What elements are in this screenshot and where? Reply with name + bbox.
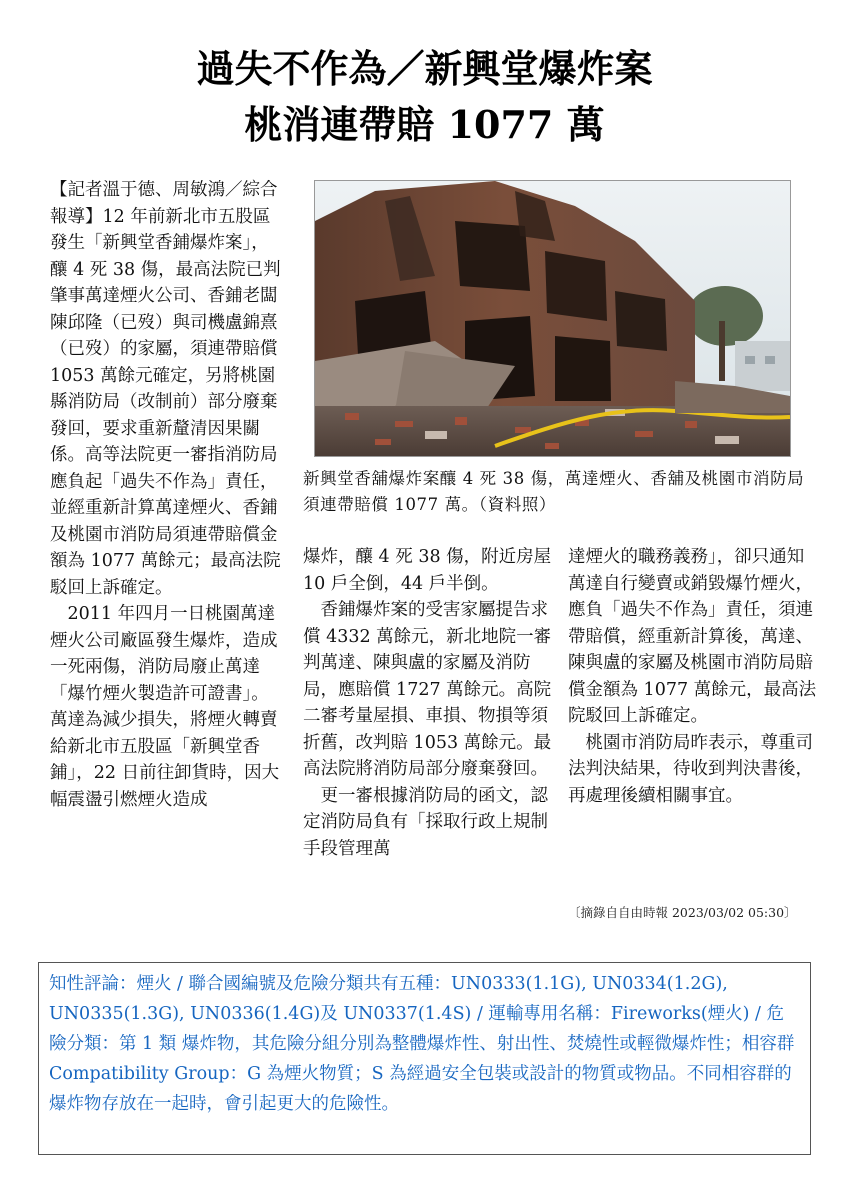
knowledge-box: 知性評論：煙火 / 聯合國編號及危險分類共有五種：UN0333(1.1G), UN0334(1.2G), UN0335(1.3G), UN0336(1.4G)及 UN0337(1.4S) / 運輸專用名稱：Fireworks(煙火) / 危險分類：第 1 類 爆炸物，其危險分組分別為整體爆炸性、射出性、焚燒性或輕微爆炸性；相容群 Compatibility Group：G 為煙火物質；S 為經過安全包裝或設計的物質或物品。不同相容群的爆炸物存放在一起時，會引起更大的危險性。	[38, 962, 811, 1155]
burnt-building-photo	[314, 180, 791, 457]
article-paragraph: 【記者溫于德、周敏鴻／綜合報導】12 年前新北市五股區發生「新興堂香鋪爆炸案」，釀 4 死 38 傷，最高法院已判肇事萬達煙火公司、香鋪老闆陳邱隆（已歿）與司機盧錦熹（已歿）的家屬，須連帶賠償 1053 萬餘元確定，另將桃園縣消防局（改制前）部分廢棄發回，要求重新釐清因果關係。高等法院更一審指消防局應負起「過失不作為」責任，並經重新計算萬達煙火、香鋪及桃園市消防局須連帶賠償金額為 1077 萬餘元；最高法院駁回上訴確定。	[50, 180, 281, 598]
article-paragraph: 香鋪爆炸案的受害家屬提告求償 4332 萬餘元，新北地院一審判萬達、陳與盧的家屬及消防局，應賠償 1727 萬餘元。高院二審考量屋損、車損、物損等須折舊，改判賠 1053 萬餘元。最高法院將消防局部分廢棄發回。	[303, 600, 552, 779]
article-paragraph: 達煙火的職務義務」，卻只通知萬達自行變賣或銷毀爆竹煙火，應負「過失不作為」責任，須連帶賠償，經重新計算後，萬達、陳與盧的家屬及桃園市消防局賠償金額為 1077 萬餘元，最高法院駁回上訴確定。	[568, 547, 817, 726]
source-citation: 〔摘錄自自由時報 2023/03/02 05:30〕	[568, 905, 797, 920]
article-column-3	[568, 544, 818, 809]
headline-line2-amount: 1077	[447, 102, 554, 147]
article-paragraph: 更一審根據消防局的函文，認定消防局負有「採取行政上規制手段管理萬	[303, 785, 548, 859]
article-column-2	[303, 544, 557, 862]
article-column-1	[50, 177, 282, 813]
headline-line2-unit: 萬	[566, 103, 605, 147]
headline-line2	[0, 100, 849, 150]
headline-line2-text: 桃消連帶賠	[244, 103, 435, 147]
article-paragraph: 2011 年四月一日桃園萬達煙火公司廠區發生爆炸，造成一死兩傷，消防局廢止萬達「爆竹煙火製造許可證書」。萬達為減少損失，將煙火轉賣給新北市五股區「新興堂香鋪」，22 日前往卸貨時，因大幅震盪引燃煙火造成	[50, 604, 280, 810]
photo-caption: 新興堂香舖爆炸案釀 4 死 38 傷，萬達煙火、香舖及桃園市消防局須連帶賠償 1077 萬。（資料照）	[303, 469, 805, 514]
headline-line1: 過失不作為／新興堂爆炸案	[196, 47, 653, 91]
article-paragraph: 桃園市消防局昨表示，尊重司法判決結果，待收到判決書後，再處理後續相關事宜。	[568, 732, 813, 806]
article-paragraph: 爆炸，釀 4 死 38 傷，附近房屋 10 戶全倒，44 戶半倒。	[303, 547, 552, 594]
